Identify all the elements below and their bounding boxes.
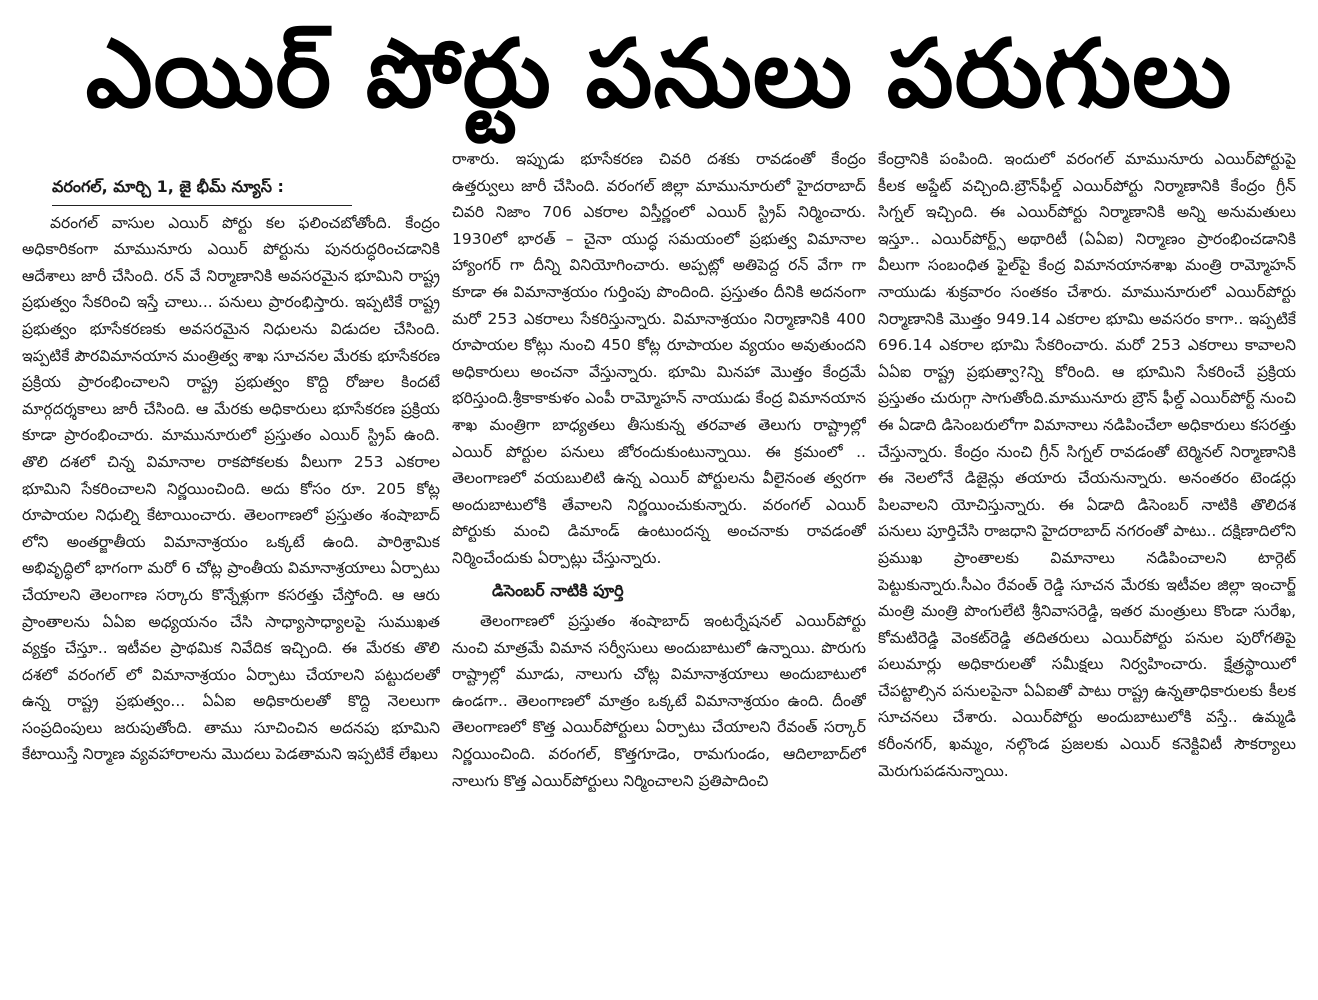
column-3-paragraph: కేంద్రానికి పంపింది. ఇందులో వరంగల్ మామునూరు ఎయిర్‌పోర్టుపై కీలక అప్డేట్ వచ్చింది.బ్రౌన్‌ఫీల్డ్ ఎయిర్‌పోర్టు నిర్మాణానికి కేంద్రం గ్రీన్ సిగ్నల్ ఇచ్చింది. ఈ ఎయిర్‌పోర్టు నిర్మాణానికి అన్ని అనుమతులు ఇస్తూ.. ఎయిర్‌పోర్ట్స్ అథారిటీ (ఏఏఐ) నిర్మాణం ప్రారంభించడానికి వీలుగా సంబంధిత ఫైల్‌పై కేంద్ర విమానయానశాఖ మంత్రి రామ్మోహన్ నాయుడు శుక్రవారం సంతకం చేశారు. మామునూరులో ఎయిర్‌పోర్టు నిర్మాణానికి మొత్తం 949.14 ఎకరాల భూమి అవసరం కాగా.. ఇప్పటికే 696.14 ఎకరాల భూమి సేకరించారు. మరో 253 ఎకరాలు కావాలని ఏఏఐ రాష్ట్ర ప్రభుత్వా?న్ని కోరింది. ఆ భూమిని సేకరించే ప్రక్రియ ప్రస్తుతం చురుగ్గా సాగుతోంది.మామునూరు బ్రౌన్ ఫీల్డ్ ఎయిర్‌పోర్ట్ నుంచి ఈ ఏడాది డిసెంబరులోగా విమానాలు నడిపించేలా అధికారులు కసరత్తు చేస్తున్నారు. కేంద్రం నుంచి గ్రీన్ సిగ్నల్ రావడంతో టెర్మినల్ నిర్మాణానికి ఈ నెలలోనే డిజైన్లు తయారు చేయనున్నారు. అనంతరం టెండర్లు పిలవాలని యోచిస్తున్నారు. ఈ ఏడాది డిసెంబర్ నాటికి తొలిదశ పనులు పూర్తిచేసి రాజధాని హైదరాబాద్ నగరంతో పాటు.. దక్షిణాదిలోని ప్రముఖ ప్రాంతాలకు విమానాలు నడిపించాలని టార్గెట్ పెట్టుకున్నారు.సీఎం రేవంత్ రెడ్డి సూచన మేరకు ఇటీవల జిల్లా ఇంచార్జ్ మంత్రి మంత్రి పొంగులేటి శ్రీనివాసరెడ్డి, ఇతర మంత్రులు కొండా సురేఖ, కోమటిరెడ్డి వెంకట్‌రెడ్డి తదితరులు ఎయిర్‌పోర్టు పనుల పురోగతిపై పలుమార్లు అధికారులతో సమీక్షలు నిర్వహించారు. క్షేత్రస్థాయిలో చేపట్టాల్సిన పనులపైనా ఏఏఐతో పాటు రాష్ట్ర ఉన్నతాధికారులకు కీలక సూచనలు చేశారు. ఎయిర్‌పోర్టు అందుబాటులోకి వస్తే.. ఉమ్మడి కరీంనగర్, ఖమ్మం, నల్గొండ ప్రజలకు ఎయిర్ కనెక్టివిటీ సౌకర్యాలు మెరుగుపడనున్నాయి. bbox=[878, 150, 1296, 780]
subheading: డిసెంబర్ నాటికి పూర్తి bbox=[492, 580, 624, 600]
dateline-underline bbox=[52, 205, 352, 206]
article-column-2 bbox=[452, 146, 866, 996]
article-column-1 bbox=[22, 172, 440, 990]
dateline: వరంగల్, మార్చి 1, జై భీమ్ న్యూస్ : bbox=[52, 177, 284, 196]
headline: ఎయిర్ పోర్టు పనులు పరుగులు bbox=[85, 20, 1233, 129]
article-column-3 bbox=[878, 146, 1296, 996]
column-1-paragraph: వరంగల్ వాసుల ఎయిర్ పోర్టు కల ఫలించబోతోంది. కేంద్రం అధికారికంగా మామునూరు ఎయిర్ పోర్టును పునరుద్ధరించడానికి ఆదేశాలు జారీ చేసింది. రన్ వే నిర్మాణానికి అవసరమైన భూమిని రాష్ట్ర ప్రభుత్వం సేకరించి ఇస్తే చాలు... పనులు ప్రారంభిస్తారు. ఇప్పటికే రాష్ట్ర ప్రభుత్వం భూసేకరణకు అవసరమైన నిధులను విడుదల చేసింది. ఇప్పటికే పౌరవిమానయాన మంత్రిత్వ శాఖ సూచనల మేరకు భూసేకరణ ప్రక్రియ ప్రారంభించాలని రాష్ట్ర ప్రభుత్వం కొద్ది రోజుల కిందటే మార్గదర్శకాలు జారీ చేసింది. ఆ మేరకు అధికారులు భూసేకరణ ప్రక్రియ కూడా ప్రారంభించారు. మామునూరులో ప్రస్తుతం ఎయిర్ స్ట్రిప్ ఉంది. తొలి దశలో చిన్న విమానాల రాకపోకలకు వీలుగా 253 ఎకరాల భూమిని సేకరించాలని నిర్ణయించింది. అదు కోసం రూ. 205 కోట్ల రూపాయల నిధుల్ని కేటాయించారు. తెలంగాణలో ప్రస్తుతం శంషాబాద్ లోని అంతర్జాతీయ విమానాశ్రయం ఒక్కటే ఉంది. పారిశ్రామిక అభివృద్ధిలో భాగంగా మరో 6 చోట్ల ప్రాంతీయ విమానాశ్రయాలు ఏర్పాటు చేయాలని తెలంగాణ సర్కారు కొన్నేళ్లుగా కసరత్తు చేస్తోంది. ఆ ఆరు ప్రాంతాలను ఏఏఐ అధ్యయనం చేసి సాధ్యాసాధ్యాలపై సుముఖత వ్యక్తం చేస్తూ.. ఇటీవల ప్రాథమిక నివేదిక ఇచ్చింది. ఈ మేరకు తొలి దశలో వరంగల్ లో విమానాశ్రయం ఏర్పాటు చేయాలని పట్టుదలతో ఉన్న రాష్ట్ర ప్రభుత్వం... ఏఏఐ అధికారులతో కొద్ది నెలలుగా సంప్రదింపులు జరుపుతోంది. తాము సూచించిన అదనపు భూమిని కేటాయిస్తే నిర్మాణ వ్యవహారాలను మొదలు పెడతామని ఇప్పటికే లేఖలు bbox=[22, 213, 440, 764]
column-2-paragraph-b: తెలంగాణలో ప్రస్తుతం శంషాబాద్ ఇంటర్నేషనల్ ఎయిర్‌పోర్టు నుంచి మాత్రమే విమాన సర్వీసులు అందుబాటులో ఉన్నాయి. పొరుగు రాష్ట్రాల్లో మూడు, నాలుగు చోట్ల విమానాశ్రయాలు అందుబాటులో ఉండగా.. తెలంగాణలో మాత్రం ఒక్కటే విమానాశ్రయం ఉంది. దీంతో తెలంగాణలో కొత్త ఎయిర్‌పోర్టులు ఏర్పాటు చేయాలని రేవంత్ సర్కార్ నిర్ణయించింది. వరంగల్, కొత్తగూడెం, రామగుండం, ఆదిలాబాద్‌లో నాలుగు కొత్త ఎయిర్‌పోర్టులు నిర్మించాలని ప్రతిపాదించి bbox=[452, 612, 866, 790]
column-2-paragraph: రాశారు. ఇప్పుడు భూసేకరణ చివరి దశకు రావడంతో కేంద్రం ఉత్తర్వులు జారీ చేసింది. వరంగల్ జిల్లా మామునూరులో హైదరాబాద్ చివరి నిజాం 706 ఎకరాల విస్తీర్ణంలో ఎయిర్ స్ట్రిప్ నిర్మించారు. 1930లో భారత్ – చైనా యుద్ధ సమయంలో ప్రభుత్వ విమానాల హ్యాంగర్ గా దీన్ని వినియోగించారు. అప్పట్లో అతిపెద్ద రన్ వేగా గా కూడా ఈ విమానాశ్రయం గుర్తింపు పొందింది. ప్రస్తుతం దీనికి అదనంగా మరో 253 ఎకరాలు సేకరిస్తున్నారు. విమానాశ్రయం నిర్మాణానికి 400 రూపాయల కోట్లు నుంచి 450 కోట్ల రూపాయల వ్యయం అవుతుందని అధికారులు అంచనా వేస్తున్నారు. భూమి మినహా మొత్తం కేంద్రమే భరిస్తుంది.శ్రీకాకాకుళం ఎంపీ రామ్మోహన్ నాయుడు కేంద్ర విమానయాన శాఖ మంత్రిగా బాధ్యతలు తీసుకున్న తరవాత తెలుగు రాష్ట్రాల్లో ఎయిర్ పోర్టుల పనులు జోరందుకుంటున్నాయి. ఈ క్రమంలో .. తెలంగాణలో వయబులిటి ఉన్న ఎయిర్ పోర్టులను వీలైనంత త్వరగా అందుబాటులోకి తేవాలని నిర్ణయించుకున్నారు. వరంగల్ ఎయిర్ పోర్టుకు మంచి డిమాండ్ ఉంటుందన్న అంచనాకు రావడంతో నిర్మించేందుకు ఏర్పాట్లు చేస్తున్నారు. bbox=[452, 150, 866, 567]
